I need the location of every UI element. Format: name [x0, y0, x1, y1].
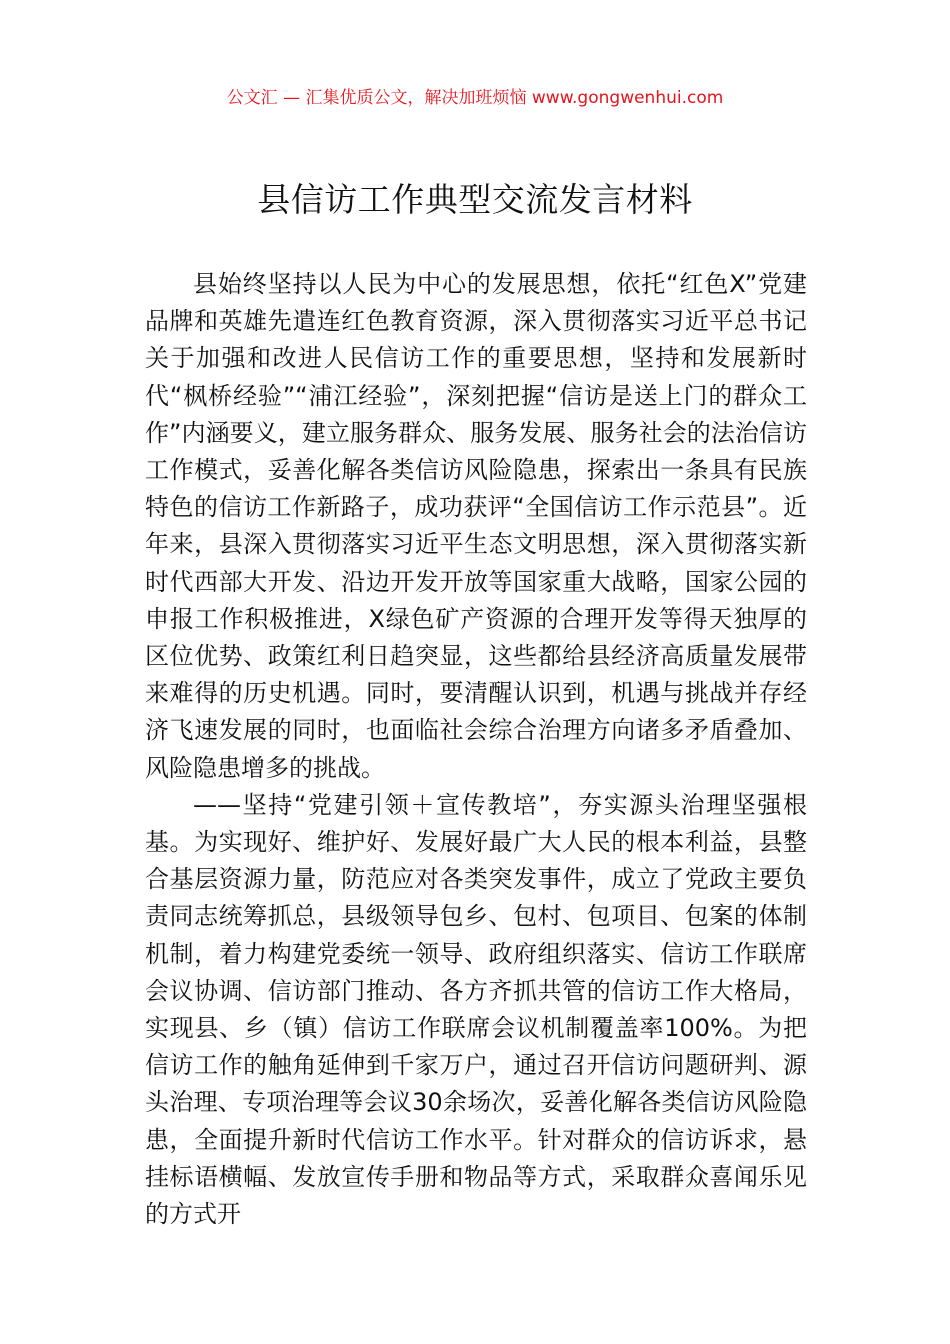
header-banner: 公文汇 — 汇集优质公文，解决加班烦恼 www.gongwenhui.com: [226, 88, 724, 108]
document-body: [145, 266, 807, 1233]
paragraph: 县始终坚持以人民为中心的发展思想，依托“红色X”党建品牌和英雄先遣连红色教育资源，深入贯彻落实习近平总书记关于加强和改进人民信访工作的重要思想，坚持和发展新时代“枫桥经验”“浦江经验”，深刻把握“信访是送上门的群众工作”内涵要义，建立服务群众、服务发展、服务社会的法治信访工作模式，妥善化解各类信访风险隐患，探索出一条具有民族特色的信访工作新路子，成功获评“全国信访工作示范县”。近年来，县深入贯彻落实习近平生态文明思想，深入贯彻落实新时代西部大开发、沿边开发开放等国家重大战略，国家公园的申报工作积极推进，X绿色矿产资源的合理开发等得天独厚的区位优势、政策红利日趋突显，这些都给县经济高质量发展带来难得的历史机遇。同时，要清醒认识到，机遇与挑战并存经济飞速发展的同时，也面临社会综合治理方向诸多矛盾叠加、风险隐患增多的挑战。: [145, 270, 807, 782]
page-title: 县信访工作典型交流发言材料: [257, 180, 693, 219]
paragraph: ——坚持“党建引领＋宣传教培”，夯实源头治理坚强根基。为实现好、维护好、发展好最广大人民的根本利益，县整合基层资源力量，防范应对各类突发事件，成立了党政主要负责同志统筹抓总，县级领导包乡、包村、包项目、包案的体制机制，着力构建党委统一领导、政府组织落实、信访工作联席会议协调、信访部门推动、各方齐抓共管的信访工作大格局，实现县、乡（镇）信访工作联席会议机制覆盖率100%。为把信访工作的触角延伸到千家万户，通过召开信访问题研判、源头治理、专项治理等会议30余场次，妥善化解各类信访风险隐患，全面提升新时代信访工作水平。针对群众的信访诉求，悬挂标语横幅、发放宣传手册和物品等方式，采取群众喜闻乐见的方式开: [145, 790, 807, 1229]
